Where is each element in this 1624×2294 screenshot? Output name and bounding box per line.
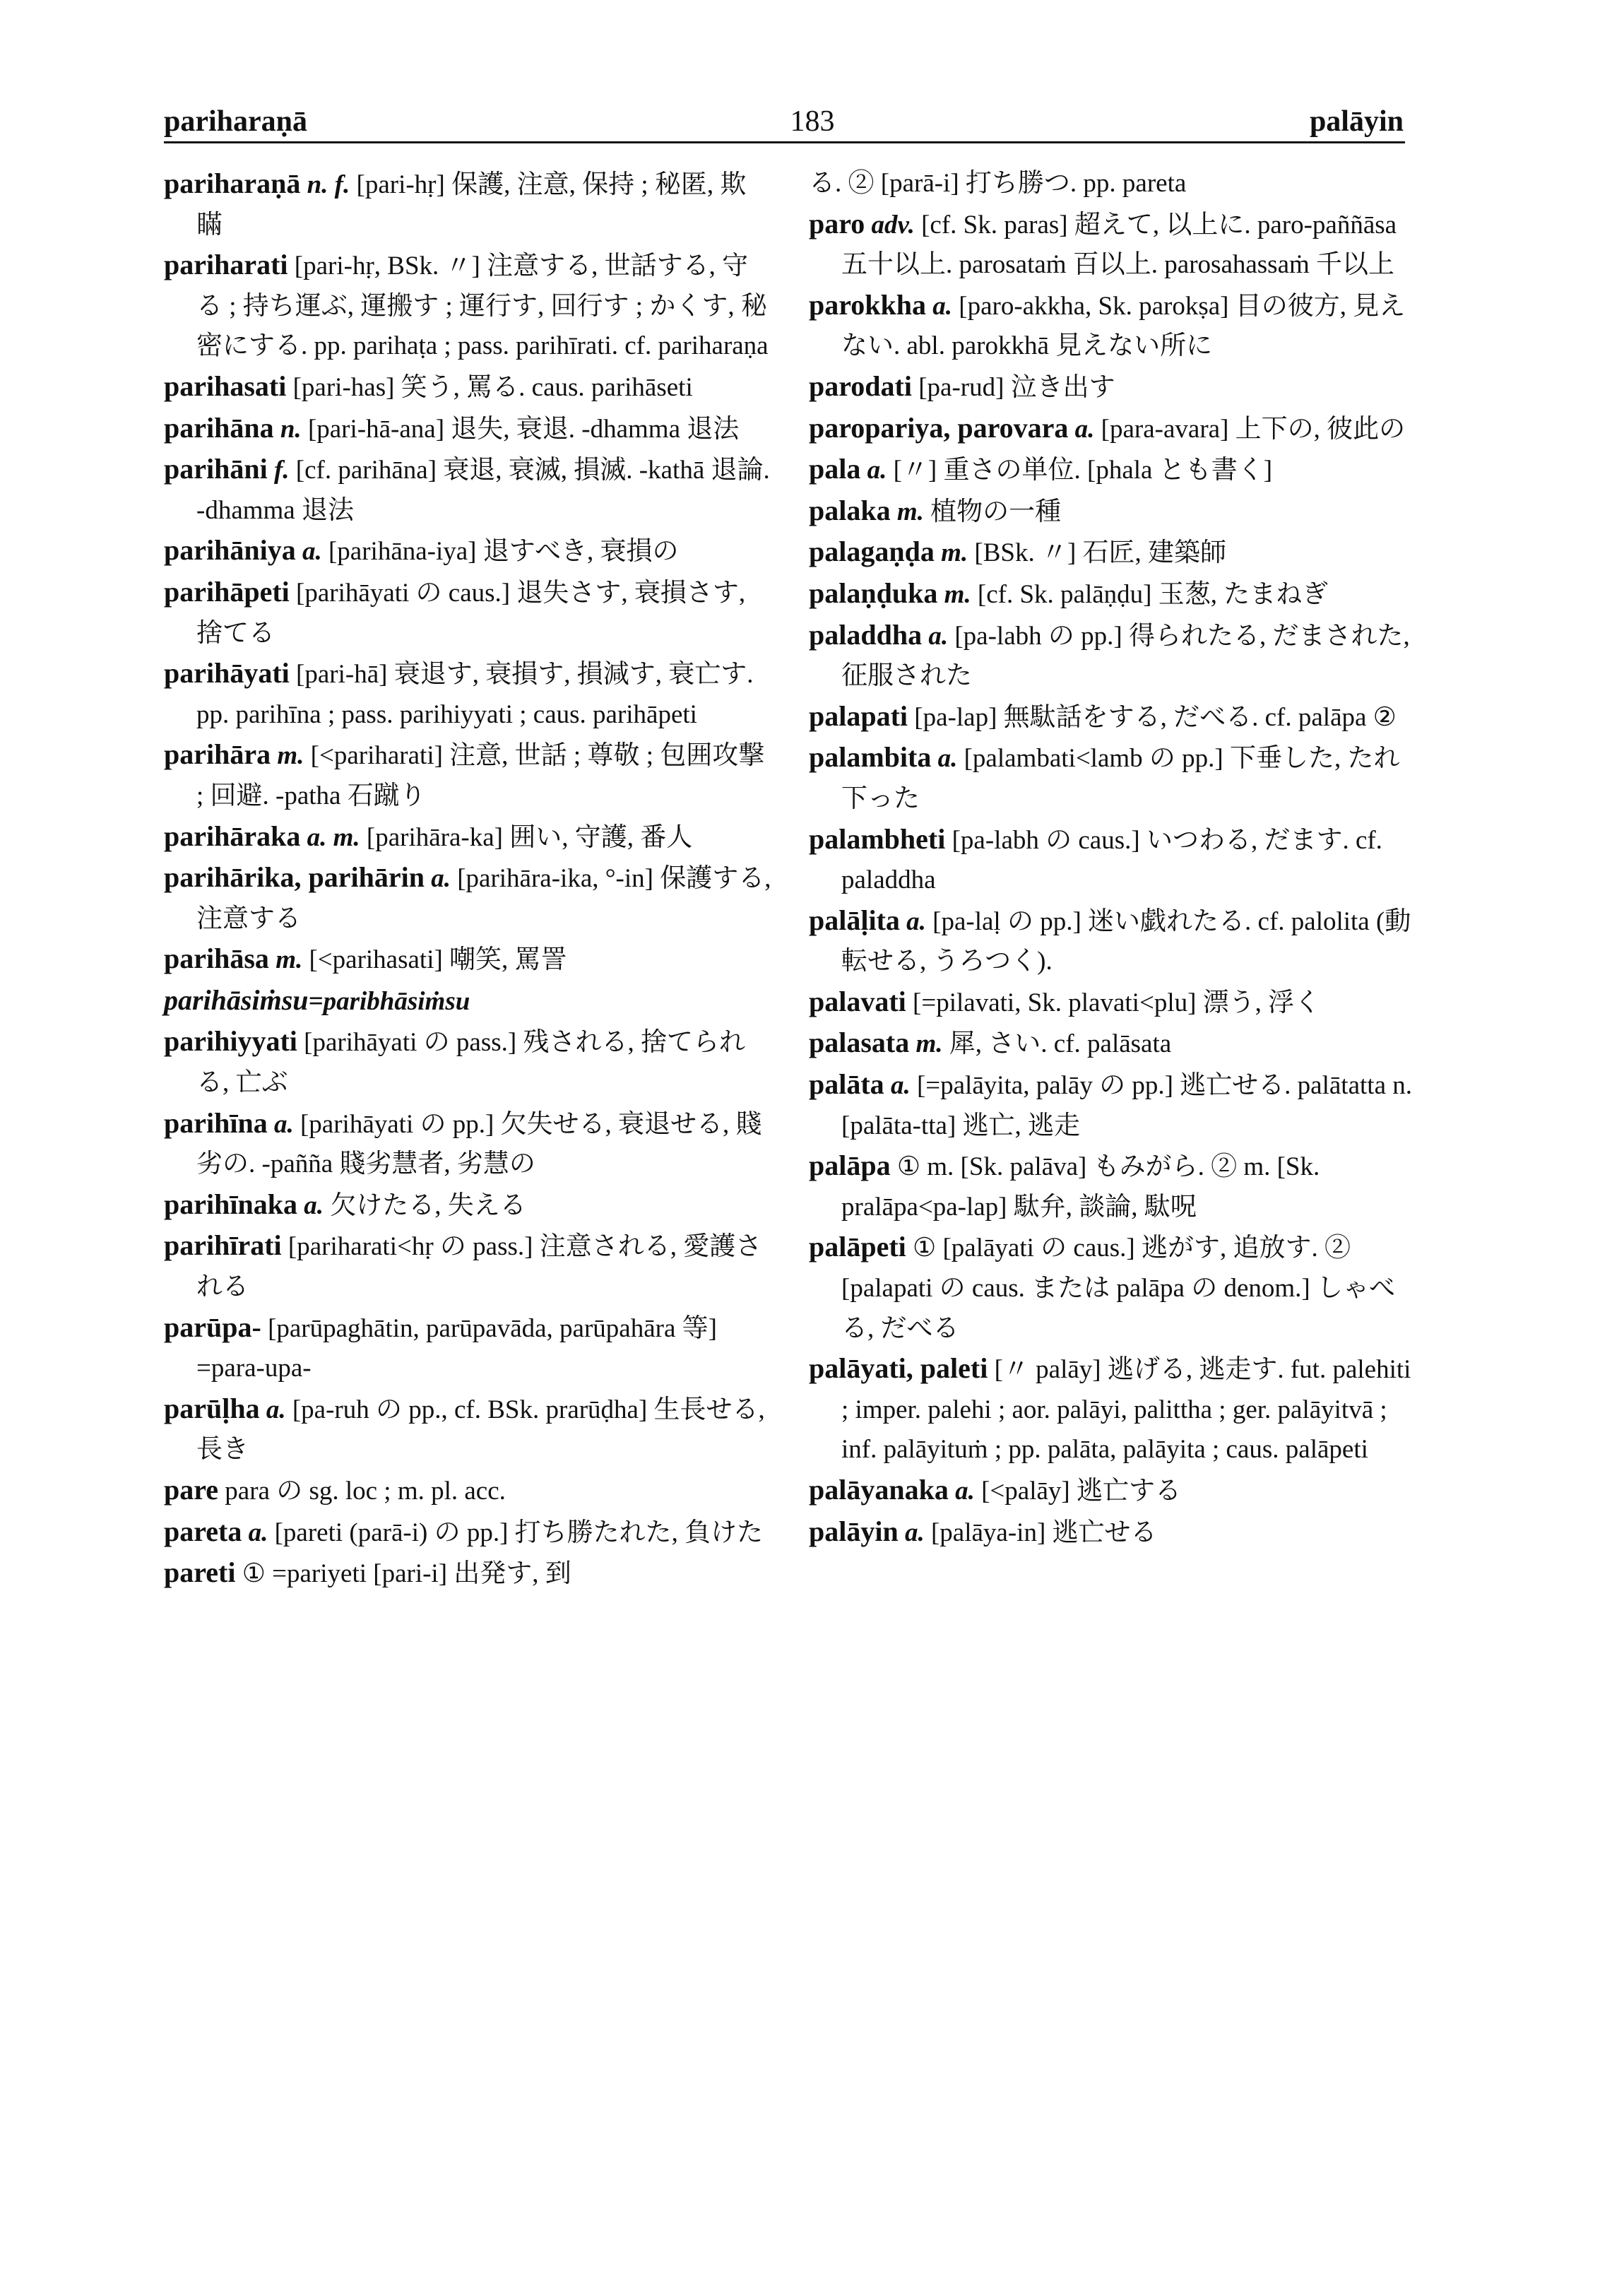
definition-text: [pari-hā-ana] 退失, 衰退. -dhamma 退法: [301, 414, 740, 444]
definition-text: [pa-rud] 泣き出す: [911, 372, 1115, 402]
dictionary-entry: [164, 1553, 771, 1595]
headword: parihāyati: [164, 657, 290, 690]
grammar-label: m.: [890, 497, 924, 526]
definition-text: [cf. Sk. palāṇḍu] 玉葱, たまねぎ: [971, 579, 1329, 609]
definition-text: る. ② [parā-i] 打ち勝つ. pp. pareta: [809, 169, 1187, 198]
grammar-label: adv.: [865, 210, 915, 240]
dictionary-entry: [809, 491, 1416, 533]
grammar-label: a.: [884, 1071, 911, 1101]
definition-text: [pari-hṛ, BSk. 〃] 注意する, 世話する, 守る ; 持ち運ぶ, 運搬す ; 運行す, 回行す ; かくす, 秘密にする. pp. parihaṭa ; pass. parihīrati. cf. pariharaṇa: [196, 252, 769, 361]
definition-text: ① =pariyeti [pari-i] 出発す, 到: [235, 1559, 571, 1589]
dictionary-entry: [809, 408, 1416, 450]
dictionary-entry: [164, 1104, 771, 1185]
dictionary-entry: [164, 164, 771, 245]
definition-text: [pa-laḷ の pp.] 迷い戯れたる. cf. palolita (動転せる, うろつく).: [841, 906, 1411, 976]
definition-text: [<palāy] 逃亡する: [974, 1477, 1181, 1506]
grammar-label: m.: [271, 741, 304, 771]
headword: parokkha: [809, 288, 927, 321]
dictionary-entry: [809, 1349, 1416, 1470]
definition-text: [pa-ruh の pp., cf. BSk. prarūḍha] 生長せる, 長き: [196, 1395, 765, 1465]
definition-text: [palāya-in] 逃亡せる: [924, 1518, 1157, 1547]
headword: parihāsa: [164, 942, 269, 975]
dictionary-entry: [164, 572, 771, 654]
dictionary-entry: [809, 697, 1416, 738]
running-head-left: pariharaṇā: [164, 105, 308, 138]
definition-text: [pareti (parā-i) の pp.] 打ち勝たれた, 負けた: [268, 1518, 764, 1547]
headword: parihārika, parihārin: [164, 861, 425, 894]
definition-text: [〃] 重さの単位. [phala とも書く]: [887, 456, 1273, 485]
headword: parihiyyati: [164, 1025, 297, 1058]
definition-text: [para-avara] 上下の, 彼此の: [1094, 414, 1406, 444]
dictionary-entry: [809, 615, 1416, 697]
dictionary-entry: [164, 981, 771, 1022]
grammar-label: a.: [297, 1190, 324, 1220]
dictionary-entry: [164, 1470, 771, 1512]
headword: palāyati, paleti: [809, 1352, 988, 1385]
headword: palambheti: [809, 822, 946, 855]
grammar-label: n.: [273, 414, 302, 444]
definition-text: [parihāyati の caus.] 退失さす, 衰損さす, 捨てる: [196, 578, 746, 648]
grammar-label: a.: [259, 1395, 286, 1424]
headword: paro: [809, 207, 865, 240]
dictionary-entry: [809, 1065, 1416, 1146]
definition-text: [〃 palāy] 逃げる, 逃走す. fut. palehiti ; imper. palehi ; aor. palāyi, palittha ; ger. palāyitvā ; inf. palāyituṁ ; pp. palāta, palāyita ; caus. palāpeti: [841, 1355, 1411, 1465]
grammar-label: a.: [898, 1518, 925, 1547]
definition-text: ① [palāyati の caus.] 逃がす, 追放す. ② [palapati の caus. または palāpa の denom.] しゃべる, だべる: [841, 1234, 1395, 1343]
headword: palapati: [809, 699, 908, 732]
dictionary-entry: [164, 1022, 771, 1103]
definition-text: [cf. Sk. paras] 超えて, 以上に. paro-paññāsa 五十以上. parosataṁ 百以上. parosahassaṁ 千以上: [841, 210, 1397, 280]
grammar-label: a.: [922, 621, 949, 651]
right-column: [809, 164, 1416, 1553]
headword: paladdha: [809, 618, 923, 651]
dictionary-entry: [809, 285, 1416, 367]
dictionary-entry: [164, 531, 771, 572]
definition-text: [parihāyati の pp.] 欠失せる, 衰退せる, 賤劣の. -pañña 賤劣慧者, 劣慧の: [196, 1109, 762, 1179]
definition-text: 欠けたる, 失える: [323, 1190, 526, 1220]
headword: pare: [164, 1474, 219, 1506]
headword: parihasati: [164, 369, 287, 402]
headword: pala: [809, 453, 861, 485]
dictionary-entry: [809, 1470, 1416, 1512]
headword: parihāraka: [164, 820, 301, 852]
headword: parihīna: [164, 1106, 268, 1139]
headword: parihāpeti: [164, 575, 290, 608]
definition-text: [cf. parihāna] 衰退, 衰滅, 損滅. -kathā 退論. -dhamma 退法: [196, 456, 770, 525]
dictionary-entry: [809, 1512, 1416, 1554]
definition-text: [parihāyati の pass.] 残される, 捨てられる, 亡ぶ: [196, 1028, 745, 1098]
headword: parūpa-: [164, 1311, 261, 1343]
grammar-label: n. f.: [300, 170, 350, 199]
grammar-label: a. m.: [300, 822, 360, 852]
headword: pariharaṇā: [164, 167, 301, 199]
headword: parihīrati: [164, 1229, 282, 1262]
definition-text: [pa-lap] 無駄話をする, だべる. cf. palāpa ②: [908, 702, 1397, 732]
dictionary-entry: [164, 858, 771, 939]
headword: palāḷita: [809, 904, 900, 936]
dictionary-entry: [164, 1389, 771, 1470]
dictionary-entry: [164, 449, 771, 531]
headword: parodati: [809, 369, 912, 402]
grammar-label: a.: [899, 906, 926, 936]
headword: parūḷha: [164, 1392, 260, 1424]
definition-text: [palambati<lamb の pp.] 下垂した, たれ下った: [841, 744, 1400, 813]
dictionary-entry: [164, 654, 771, 735]
dictionary-entry: [164, 367, 771, 408]
headword: palāpa: [809, 1149, 891, 1182]
dictionary-entry: [809, 367, 1416, 408]
dictionary-entry: [809, 1023, 1416, 1065]
definition-text: [=palāyita, palāy の pp.] 逃亡せる. palātatta n. [palāta-tta] 逃亡, 逃走: [841, 1071, 1412, 1140]
definition-text: [parihāra-ka] 囲い, 守護, 番人: [360, 822, 693, 852]
dictionary-entry: [164, 817, 771, 858]
headword: parihāna: [164, 411, 274, 444]
grammar-label: a.: [926, 291, 953, 321]
dictionary-entry: [809, 532, 1416, 574]
grammar-label: a.: [267, 1109, 294, 1139]
definition-text: [parihāra-ika, °-in] 保護する, 注意する: [196, 864, 771, 933]
headword: pareta: [164, 1515, 242, 1547]
running-head-right: palāyin: [1309, 105, 1404, 138]
left-column: [164, 164, 771, 1595]
headword: parihāniya: [164, 534, 296, 567]
dictionary-entry: [809, 574, 1416, 615]
grammar-label: f.: [267, 456, 290, 485]
headword: palambita: [809, 741, 932, 774]
definition-text: 植物の一種: [923, 497, 1062, 526]
headword: palaka: [809, 494, 891, 526]
dictionary-entry: [164, 939, 771, 981]
grammar-label: a.: [242, 1518, 268, 1547]
headword: palaṇḍuka: [809, 577, 938, 609]
grammar-label: m.: [268, 945, 303, 975]
headword: palagaṇḍa: [809, 536, 935, 568]
definition-text: [pari-hṛ] 保護, 注意, 保持 ; 秘匿, 欺瞞: [196, 170, 747, 240]
dictionary-entry: [164, 735, 771, 816]
headword: parihāra: [164, 738, 271, 771]
dictionary-entry: [164, 1308, 771, 1389]
grammar-label: a.: [948, 1477, 975, 1506]
headword: pareti: [164, 1556, 236, 1589]
definition-text: [BSk. 〃] 石匠, 建築師: [968, 538, 1227, 568]
dictionary-entry: [809, 449, 1416, 491]
definition-text: [pa-labh の pp.] 得られたる, だまされた, 征服された: [841, 621, 1410, 691]
grammar-label: m.: [934, 538, 968, 568]
headword: parihāsiṁsu: [164, 983, 309, 1016]
dictionary-entry: [164, 1512, 771, 1554]
definition-text: [parihāna-iya] 退すべき, 衰損の: [321, 537, 679, 567]
definition-text: [<pariharati] 注意, 世話 ; 尊敬 ; 包囲攻撃 ; 回避. -patha 石蹴り: [196, 741, 765, 810]
headword: palāyin: [809, 1515, 899, 1547]
dictionary-entry: [809, 1227, 1416, 1349]
headword: palavati: [809, 985, 906, 1017]
dictionary-entry: [809, 820, 1416, 901]
dictionary-entry: [809, 982, 1416, 1024]
definition-text: =paribhāsiṁsu: [308, 986, 470, 1016]
dictionary-entry: [809, 738, 1416, 819]
definition-text: [=pilavati, Sk. plavati<plu] 漂う, 浮く: [906, 988, 1321, 1017]
definition-text: ① m. [Sk. palāva] もみがら. ② m. [Sk. pralāpa<pa-lap] 駄弁, 談論, 駄呪: [841, 1152, 1320, 1222]
dictionary-entry: [809, 901, 1416, 982]
definition-text: [pariharati<hṛ の pass.] 注意される, 愛護される: [196, 1232, 762, 1302]
headword: parihīnaka: [164, 1188, 297, 1220]
grammar-label: a.: [1068, 414, 1095, 444]
grammar-label: a.: [424, 864, 451, 894]
headword: palāyanaka: [809, 1474, 949, 1506]
dictionary-entry: [164, 245, 771, 367]
definition-text: [pari-hā] 衰退す, 衰損す, 損減す, 衰亡す. pp. parihīna ; pass. parihiyyati ; caus. parihāpeti: [196, 660, 754, 729]
definition-text: [paro-akkha, Sk. parokṣa] 目の彼方, 見えない. abl. parokkhā 見えない所に: [841, 291, 1406, 361]
grammar-label: a.: [295, 537, 322, 567]
dictionary-entry: [164, 1185, 771, 1226]
definition-text: 犀, さい. cf. palāsata: [942, 1029, 1172, 1059]
grammar-label: m.: [937, 579, 971, 609]
headword: palāta: [809, 1068, 884, 1101]
headword: palasata: [809, 1027, 910, 1059]
header-rule: [164, 141, 1405, 143]
dictionary-entry: [164, 408, 771, 450]
definition-text: [pari-has] 笑う, 罵る. caus. parihāseti: [286, 372, 693, 402]
grammar-label: a.: [931, 744, 958, 774]
headword: paropariya, parovara: [809, 411, 1069, 444]
grammar-label: m.: [909, 1029, 943, 1059]
headword: pariharati: [164, 249, 288, 281]
page-number: 183: [790, 105, 835, 138]
grammar-label: a.: [860, 456, 887, 485]
definition-text: [parūpaghātin, parūpavāda, parūpahāra 等] =para-upa-: [196, 1313, 717, 1383]
dictionary-entry: [809, 164, 1416, 204]
definition-text: para の sg. loc ; m. pl. acc.: [218, 1477, 506, 1506]
headword: palāpeti: [809, 1231, 906, 1263]
dictionary-entry: [809, 204, 1416, 285]
definition-text: [pa-labh の caus.] いつわる, だます. cf. paladdha: [841, 825, 1382, 895]
dictionary-entry: [164, 1226, 771, 1307]
definition-text: [<parihasati] 嘲笑, 罵詈: [302, 945, 567, 975]
dictionary-entry: [809, 1146, 1416, 1227]
headword: parihāni: [164, 453, 268, 485]
